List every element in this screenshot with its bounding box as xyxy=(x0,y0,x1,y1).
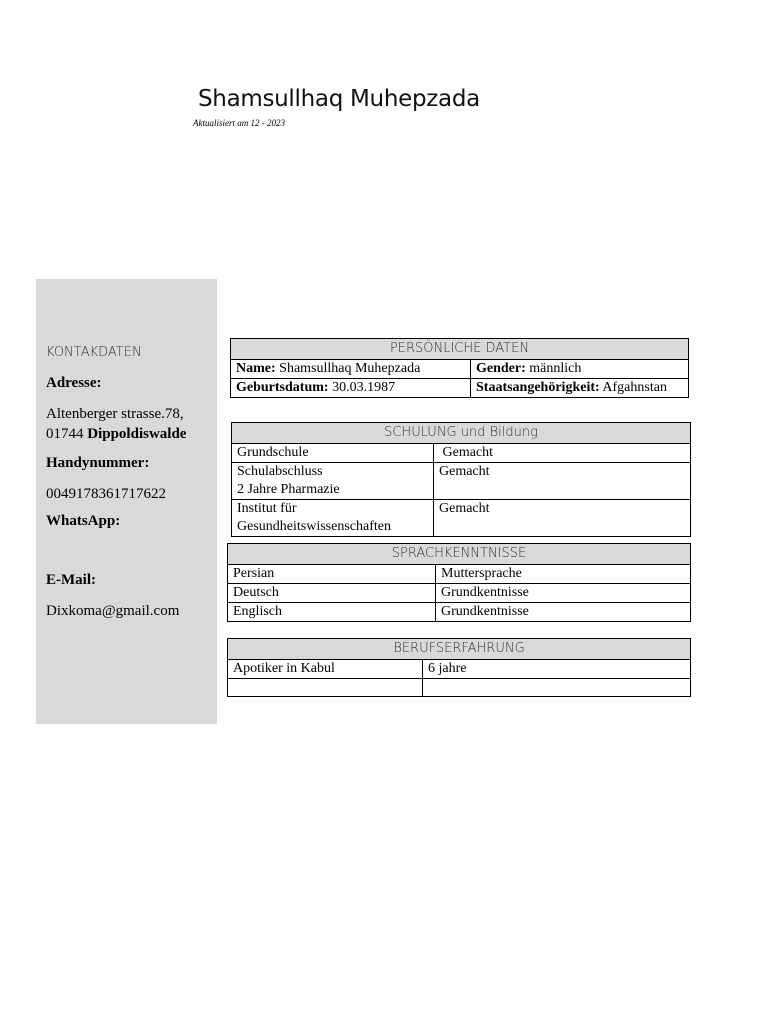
contact-heading: KONTAKDATEN xyxy=(46,345,142,360)
personal-data-heading: PERSÖNLICHE DATEN xyxy=(231,339,689,360)
name-cell xyxy=(231,360,471,379)
address-value xyxy=(46,404,186,444)
education-status: Gemacht xyxy=(434,444,691,463)
education-school: Grundschule xyxy=(232,444,434,463)
experience-duration xyxy=(423,679,691,697)
table-row xyxy=(232,500,691,537)
language-level: Grundkentnisse xyxy=(436,603,691,622)
education-school-detail: 2 Jahre Pharmazie xyxy=(237,482,340,497)
nationality-value: Afgahnstan xyxy=(599,380,667,395)
gender-cell xyxy=(471,360,689,379)
experience-job xyxy=(228,679,423,697)
name-label: Name: xyxy=(236,361,276,376)
language-level: Muttersprache xyxy=(436,565,691,584)
birthdate-cell xyxy=(231,379,471,398)
experience-duration: 6 jahre xyxy=(423,660,691,679)
education-school-detail: Gesundheitswissenschaften xyxy=(237,519,391,534)
language-level: Grundkentnisse xyxy=(436,584,691,603)
personal-data-table xyxy=(230,338,689,398)
nationality-label: Staatsangehörigkeit: xyxy=(476,380,600,395)
name-value: Shamsullhaq Muhepzada xyxy=(275,361,421,376)
education-school xyxy=(232,500,434,537)
gender-value: männlich xyxy=(525,361,582,376)
nationality-cell xyxy=(471,379,689,398)
table-row xyxy=(231,379,689,398)
education-school xyxy=(232,463,434,500)
table-row xyxy=(228,660,691,679)
experience-table xyxy=(227,638,691,697)
address-label: Adresse: xyxy=(46,375,102,391)
experience-job: Apotiker in Kabul xyxy=(228,660,423,679)
birthdate-value: 30.03.1987 xyxy=(328,380,396,395)
education-status: Gemacht xyxy=(434,500,691,537)
phone-label: Handynummer: xyxy=(46,455,150,471)
birthdate-label: Geburtsdatum: xyxy=(236,380,329,395)
table-row xyxy=(228,679,691,697)
gender-label: Gender: xyxy=(476,361,526,376)
contact-sidebar xyxy=(36,279,217,724)
experience-heading: BERUFSERFAHRUNG xyxy=(228,639,691,660)
table-row xyxy=(232,444,691,463)
languages-table xyxy=(227,543,691,622)
updated-date: Aktualisiert am 12 - 2023 xyxy=(193,118,285,128)
whatsapp-label: WhatsApp: xyxy=(46,513,121,529)
table-row xyxy=(228,584,691,603)
education-table xyxy=(231,422,691,537)
language-name: Englisch xyxy=(228,603,436,622)
table-row xyxy=(231,360,689,379)
address-line1: Altenberger strasse.78, xyxy=(46,406,184,422)
page-title: Shamsullhaq Muhepzada xyxy=(198,86,480,112)
table-row xyxy=(232,463,691,500)
language-name: Deutsch xyxy=(228,584,436,603)
table-row xyxy=(228,565,691,584)
education-heading: SCHULUNG und Bildung xyxy=(232,423,691,444)
address-zip: 01744 xyxy=(46,426,88,442)
language-name: Persian xyxy=(228,565,436,584)
phone-value: 0049178361717622 xyxy=(46,486,166,502)
email-value: Dixkoma@gmail.com xyxy=(46,603,180,619)
languages-heading: SPRACHKENNTNISSE xyxy=(228,544,691,565)
email-label: E-Mail: xyxy=(46,572,96,588)
education-school-name: Institut für xyxy=(237,501,297,516)
table-row xyxy=(228,603,691,622)
education-status: Gemacht xyxy=(434,463,691,500)
address-city: Dippoldiswalde xyxy=(87,426,187,442)
education-school-name: Schulabschluss xyxy=(237,464,323,479)
